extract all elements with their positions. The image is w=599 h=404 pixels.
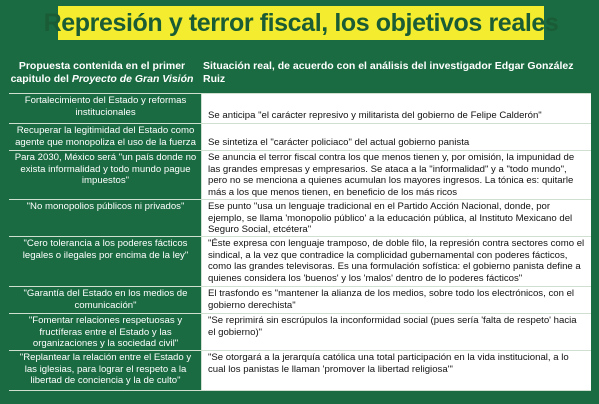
header-left-line2 [11, 73, 194, 86]
proposal-cell: "Garantía del Estado en los medios de comunicación" [9, 287, 202, 313]
analysis-cell: Se anuncia el terror fiscal contra los que menos tienen y, por omisión, la impunidad de las grandes empresas y empresarios. Se ataca a la "informalidad" y a "todo mundo", pero no se menciona a quienes acumulan los mayores ingresos. La tónica es: quitarle más a los que menos tienen, en beneficio de los más ricos [202, 151, 591, 199]
proposal-cell: "Cero tolerancia a los poderes fácticos legales o ilegales por encima de la ley" [9, 237, 202, 286]
table-row [9, 350, 591, 391]
table-row [9, 93, 591, 123]
proposal-cell: "Fomentar relaciones respetuosas y fructíferas entre el Estado y las organizaciones y la sociedad civil" [9, 314, 202, 350]
analysis-cell: "Éste expresa con lenguaje tramposo, de doble filo, la represión contra sectores como el sindical, a la vez que contradice la complicidad gubernamental con poderes fácticos, como las grandes televisoras. Es una formulación sofística: el gobierno panista define a quienes considera los 'buenos' y los 'malos' dentro de lo poderes fácticos" [202, 237, 591, 286]
analysis-cell: El trasfondo es "mantener la alianza de los medios, sobre todo los electrónicos, con el gobierno derechista" [202, 287, 591, 313]
table-row [9, 150, 591, 199]
table-header [9, 52, 591, 93]
proposal-cell: "No monopolios públicos ni privados" [9, 200, 202, 236]
proposal-cell: Fortalecimiento del Estado y reformas institucionales [9, 94, 202, 123]
table-row [9, 123, 591, 150]
header-left-prefix: capitulo del [10, 72, 72, 85]
table-body [9, 93, 591, 391]
page-title: Represión y terror fiscal, los objetivos reales [43, 8, 559, 37]
table-row [9, 313, 591, 350]
header-left-italic: Proyecto de Gran Visión [71, 72, 194, 85]
header-left-line1: Propuesta contenida en el primer [18, 59, 186, 72]
proposal-cell: Recuperar la legitimidad del Estado como agente que monopoliza el uso de la fuerza [9, 124, 202, 150]
analysis-cell: Se anticipa "el carácter represivo y militarista del gobierno de Felipe Calderón" [202, 94, 591, 123]
table-row [9, 236, 591, 286]
title-banner [43, 6, 559, 40]
header-right: Situación real, de acuerdo con el análisis del investigador Edgar González Ruiz [203, 59, 574, 85]
analysis-cell: Ese punto "usa un lenguaje tradicional en el Partido Acción Nacional, donde, por ejemplo, se llama 'monopolio público' a la educación pública, al Instituto Mexicano del Seguro Social, etcétera" [202, 200, 591, 236]
proposal-cell: Para 2030, México será "un país donde no exista informalidad y todo mundo pague impuestos" [9, 151, 202, 199]
analysis-cell: Se sintetiza el "carácter policiaco" del actual gobierno panista [202, 124, 591, 150]
table-row [9, 199, 591, 236]
proposal-cell: "Replantear la relación entre el Estado y las iglesias, para lograr el respeto a la libertad de conciencia y la de culto" [9, 351, 202, 390]
analysis-cell: "Se reprimirá sin escrúpulos la inconformidad social (pues sería 'falta de respeto' hacia el gobierno)" [202, 314, 591, 350]
analysis-cell: "Se otorgará a la jerarquía católica una total participación en la vida institucional, a lo cual los panistas le llaman 'promover la libertad religiosa'" [202, 351, 591, 390]
header-left [9, 52, 195, 93]
table-row [9, 286, 591, 313]
